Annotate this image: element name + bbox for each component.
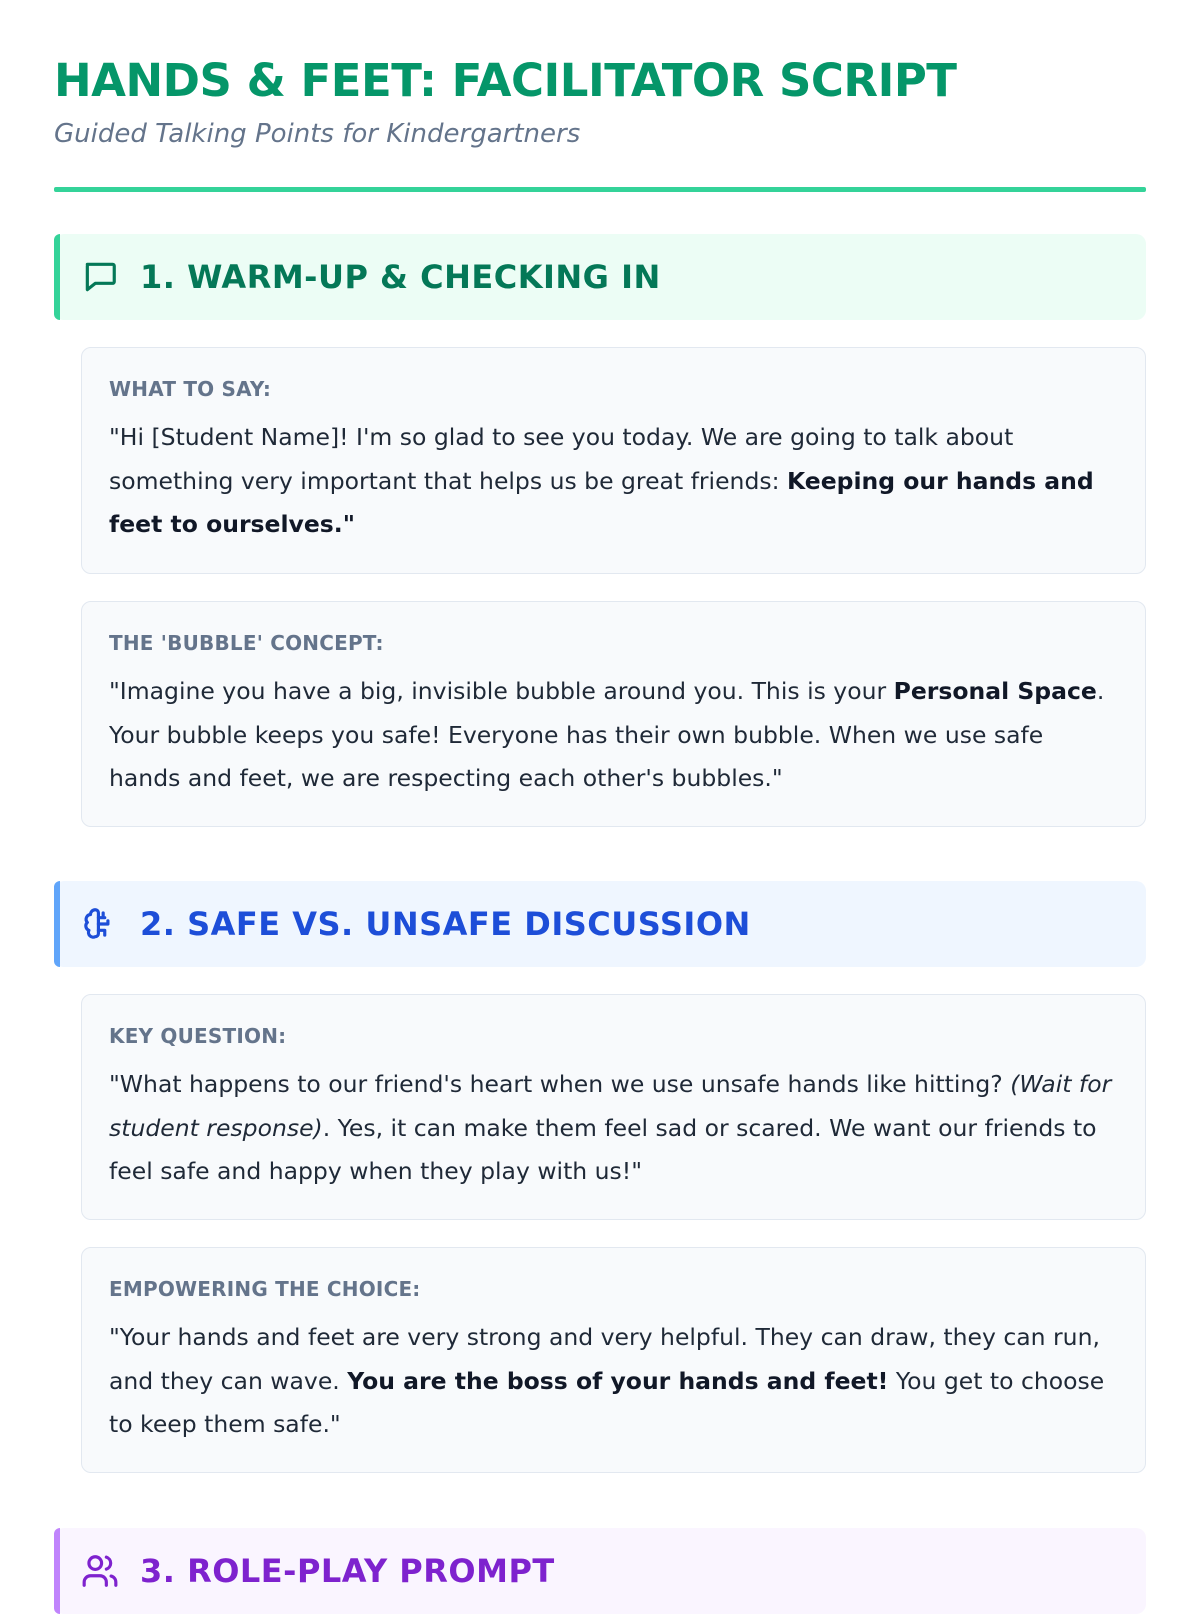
text-segment: "Hi [Student Name]! I'm so glad to see you today. We are going to talk about something very important that helps us be great friends:: [109, 423, 1014, 495]
text-segment: "Imagine you have a big, invisible bubble around you. This is your: [109, 677, 894, 705]
users-icon: [80, 1551, 120, 1591]
section-header-safe-vs-unsafe: [54, 881, 1146, 967]
card-text: [109, 1316, 1119, 1447]
text-segment: ": [342, 510, 355, 538]
page-title: HANDS & FEET: FACILITATOR SCRIPT: [54, 54, 957, 107]
section-accent-bar: [54, 234, 60, 320]
card-text: [109, 416, 1119, 547]
section-accent-bar: [54, 1528, 60, 1614]
section-header-role-play: [54, 1528, 1146, 1614]
script-card-empowering-choice: [81, 1247, 1146, 1473]
text-segment: . Your bubble keeps you safe! Everyone has their own bubble. When we use safe hands and feet, we are respecting each other's bubbles.": [109, 677, 1105, 792]
text-segment: "What happens to our friend's heart when we use unsafe hands like hitting?: [109, 1070, 1011, 1098]
title-divider: [54, 187, 1146, 192]
card-text: [109, 1063, 1119, 1194]
section-title: 3. ROLE-PLAY PROMPT: [140, 1552, 555, 1590]
document: [54, 0, 1146, 1590]
stage-direction-text: (Wait for student response): [109, 1070, 1112, 1142]
text-segment: . Yes, it can make them feel sad or scared. We want our friends to feel safe and happy when they play with us!": [109, 1113, 1097, 1185]
card-label: KEY QUESTION:: [109, 1024, 287, 1048]
brain-icon: [80, 904, 120, 944]
emphasis-text: Keeping our hands and feet to ourselves.: [109, 466, 1094, 538]
card-label: EMPOWERING THE CHOICE:: [109, 1277, 421, 1301]
page-subtitle: Guided Talking Points for Kindergartners: [54, 119, 581, 149]
chat-bubble-icon: [80, 257, 120, 297]
script-card-bubble-concept: [81, 601, 1146, 827]
text-segment: You get to choose to keep them safe.": [109, 1366, 1105, 1438]
emphasis-text: Personal Space: [893, 677, 1097, 705]
card-label: THE 'BUBBLE' CONCEPT:: [109, 631, 384, 655]
script-card-what-to-say: [81, 347, 1146, 574]
card-label: WHAT TO SAY:: [109, 377, 272, 401]
section-title: 2. SAFE VS. UNSAFE DISCUSSION: [140, 905, 751, 943]
emphasis-text: You are the boss of your hands and feet!: [347, 1366, 889, 1395]
section-accent-bar: [54, 881, 60, 967]
card-text: [109, 670, 1119, 801]
section-title: 1. WARM-UP & CHECKING IN: [140, 258, 661, 296]
text-segment: "Your hands and feet are very strong and very helpful. They can draw, they can run, and they can wave.: [109, 1323, 1100, 1395]
script-card-key-question: [81, 994, 1146, 1220]
section-header-warm-up: [54, 234, 1146, 320]
